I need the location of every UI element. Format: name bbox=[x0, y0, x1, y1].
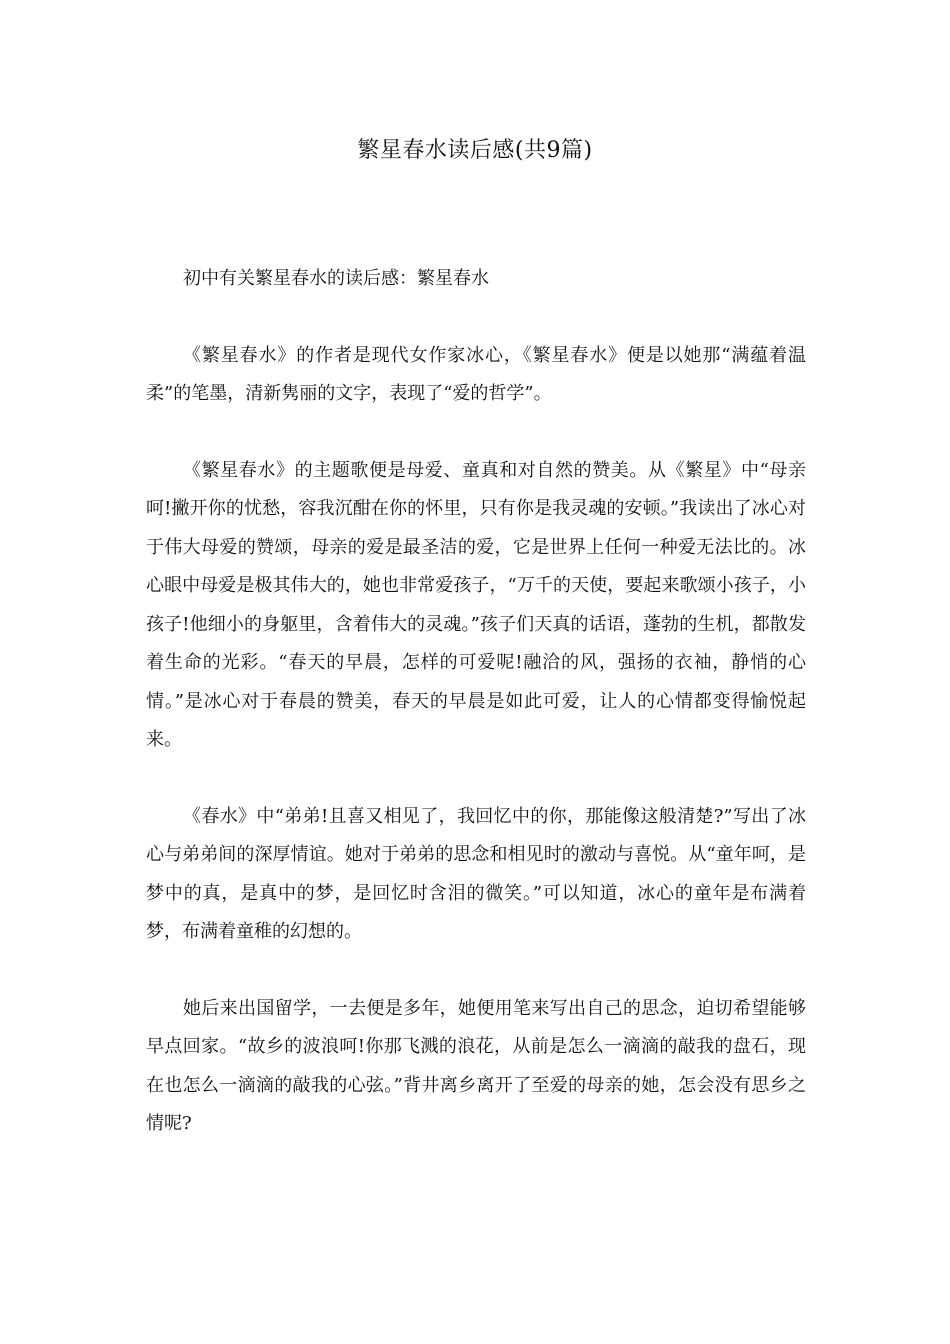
paragraph: 《繁星春水》的主题歌便是母爱、童真和对自然的赞美。从《繁星》中“母亲呵!撇开你的忧愁，容我沉酣在你的怀里，只有你是我灵魂的安顿。”我读出了冰心对于伟大母爱的赞颂，母亲的爱是最圣洁的爱，它是世界上任何一种爱无法比的。冰心眼中母爱是极其伟大的，她也非常爱孩子，“万千的天使，要起来歌颂小孩子，小孩子!他细小的身躯里，含着伟大的灵魂。”孩子们天真的话语，蓬勃的生机，都散发着生命的光彩。“春天的早晨，怎样的可爱呢!融洽的风，强扬的衣袖，静悄的心情。”是冰心对于春晨的赞美，春天的早晨是如此可爱，让人的心情都变得愉悦起来。 bbox=[146, 459, 806, 750]
paragraph: 她后来出国留学，一去便是多年，她便用笔来写出自己的思念，迫切希望能够早点回家。“故乡的波浪呵!你那飞溅的浪花，从前是怎么一滴滴的敲我的盘石，现在也怎么一滴滴的敲我的心弦。”背井离乡离开了至爱的母亲的她，怎会没有思乡之情呢? bbox=[146, 997, 806, 1134]
paragraph-intro: 初中有关繁星春水的读后感：繁星春水 bbox=[183, 268, 489, 289]
document-title: 繁星春水读后感(共9篇) bbox=[357, 138, 593, 163]
document-body bbox=[146, 260, 806, 1144]
paragraph: 《繁星春水》的作者是现代女作家冰心，《繁星春水》便是以她那“满蕴着温柔”的笔墨，清新隽丽的文字，表现了“爱的哲学”。 bbox=[146, 344, 806, 404]
paragraph: 《春水》中“弟弟!且喜又相见了，我回忆中的你，那能像这般清楚?”写出了冰心与弟弟间的深厚情谊。她对于弟弟的思念和相见时的激动与喜悦。从“童年呵，是梦中的真，是真中的梦，是回忆时含泪的微笑。”可以知道，冰心的童年是布满着梦，布满着童稚的幻想的。 bbox=[146, 805, 806, 942]
